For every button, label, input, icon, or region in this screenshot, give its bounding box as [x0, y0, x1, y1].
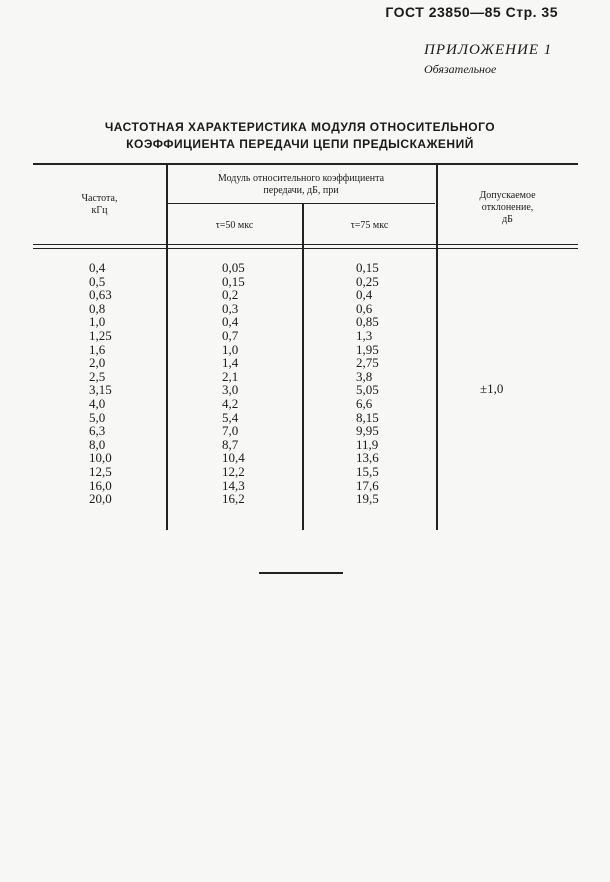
tau75-cell: 17,6 [356, 477, 379, 493]
tau75-cell: 13,6 [356, 450, 379, 466]
frequency-cell: 1,0 [89, 314, 106, 330]
table-top-rule [33, 163, 578, 165]
frequency-cell: 1,6 [89, 341, 106, 357]
tau50-cell: 1,0 [222, 341, 239, 357]
frequency-cell: 20,0 [89, 491, 112, 507]
tau75-cell: 1,95 [356, 341, 379, 357]
frequency-cell: 3,15 [89, 382, 112, 398]
appendix-title: ПРИЛОЖЕНИЕ 1 [424, 42, 553, 58]
tau75-cell: 5,05 [356, 382, 379, 398]
subheader-rule [167, 203, 435, 204]
tau50-cell: 14,3 [222, 477, 245, 493]
tau75-cell: 8,15 [356, 409, 379, 425]
tau75-cell: 0,4 [356, 287, 373, 303]
tau50-cell: 0,3 [222, 300, 239, 316]
tau50-cell: 12,2 [222, 463, 245, 479]
frequency-column [89, 261, 112, 506]
tolerance-value: ±1,0 [480, 381, 504, 396]
tau50-cell: 0,15 [222, 273, 245, 289]
tau50-cell: 4,2 [222, 395, 239, 411]
frequency-cell: 10,0 [89, 450, 112, 466]
tau50-cell: 2,1 [222, 368, 239, 384]
header-module [167, 173, 435, 197]
column-divider-1 [166, 163, 168, 530]
frequency-cell: 4,0 [89, 395, 106, 411]
header-module-line1: Модуль относительного коэффициента [217, 173, 385, 184]
frequency-cell: 1,25 [89, 327, 112, 343]
tau75-cell: 0,15 [356, 260, 379, 275]
frequency-cell: 0,5 [89, 273, 106, 289]
tau50-cell: 0,7 [222, 327, 239, 343]
frequency-cell: 0,8 [89, 300, 106, 316]
page-number: Стр. 35 [505, 4, 558, 20]
header-tau75: τ=75 мкс [350, 220, 389, 231]
footer-rule [259, 572, 343, 574]
tau75-cell: 6,6 [356, 395, 373, 411]
table-title-line1: ЧАСТОТНАЯ ХАРАКТЕРИСТИКА МОДУЛЯ ОТНОСИТЕЛЬНОГО [104, 120, 496, 134]
header-frequency [33, 193, 166, 217]
tau50-column [222, 261, 245, 506]
table-title [0, 119, 600, 153]
tau50-cell: 0,4 [222, 314, 239, 330]
tau50-cell: 1,4 [222, 355, 239, 371]
frequency-cell: 16,0 [89, 477, 112, 493]
frequency-cell: 6,3 [89, 423, 106, 439]
tau75-cell: 1,3 [356, 327, 373, 343]
tau50-cell: 7,0 [222, 423, 239, 439]
frequency-cell: 8,0 [89, 436, 106, 452]
header-frequency-line1: Частота, [81, 193, 118, 204]
frequency-cell: 0,63 [89, 287, 112, 303]
tau75-cell: 11,9 [356, 436, 379, 452]
column-divider-2 [302, 203, 304, 530]
tau75-cell: 3,8 [356, 368, 373, 384]
page-header [385, 4, 558, 20]
tau50-cell: 5,4 [222, 409, 239, 425]
table-title-line2: КОЭФФИЦИЕНТА ПЕРЕДАЧИ ЦЕПИ ПРЕДЫСКАЖЕНИЙ [126, 137, 474, 151]
tau75-cell: 0,85 [356, 314, 379, 330]
tau50-cell: 10,4 [222, 450, 245, 466]
header-module-line2: передачи, дБ, при [263, 185, 339, 196]
tau50-cell: 8,7 [222, 436, 239, 452]
tau50-cell: 16,2 [222, 491, 245, 507]
tau75-cell: 0,6 [356, 300, 373, 316]
header-tolerance-line2: отклонение, [481, 202, 534, 213]
frequency-cell: 12,5 [89, 463, 112, 479]
tau50-cell: 0,05 [222, 260, 245, 275]
header-tolerance-line1: Допускаемое [479, 190, 536, 201]
header-frequency-line2: кГц [91, 205, 108, 216]
tau50-cell: 3,0 [222, 382, 239, 398]
tau75-cell: 2,75 [356, 355, 379, 371]
header-tolerance [437, 190, 578, 226]
tau75-cell: 15,5 [356, 463, 379, 479]
header-bottom-rule [33, 244, 578, 245]
appendix-subtitle: Обязательное [424, 62, 497, 76]
tau75-cell: 0,25 [356, 273, 379, 289]
header-tau50: τ=50 мкс [215, 220, 254, 231]
tau75-column [356, 261, 379, 506]
tau75-cell: 9,95 [356, 423, 379, 439]
frequency-cell: 2,5 [89, 368, 106, 384]
frequency-cell: 2,0 [89, 355, 106, 371]
tau75-cell: 19,5 [356, 491, 379, 507]
header-tolerance-line3: дБ [502, 214, 513, 225]
tau50-cell: 0,2 [222, 287, 239, 303]
standard-number: ГОСТ 23850—85 [385, 4, 502, 20]
frequency-cell: 0,4 [89, 260, 106, 275]
frequency-cell: 5,0 [89, 409, 106, 425]
header-bottom-rule-2 [33, 248, 578, 249]
